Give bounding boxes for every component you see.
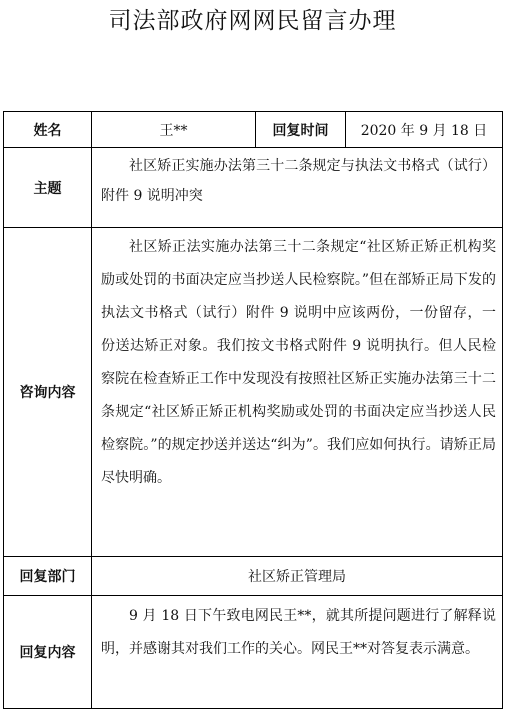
consult-value: 社区矫正法实施办法第三十二条规定“社区矫正矫正机构奖励或处罚的书面决定应当抄送人民检察院。”但在部矫正局下发的执法文书格式（试行）附件 9 说明中应该两份，一份留存，一份送达矫正对象。我们按文书格式附件 9 说明执行。但人民检察院在检查矫正工作中发现没有按照社区矫正实施办法第三十二条规定“社区矫正矫正机构奖励或处罚的书面决定应当抄送人民检察院。”的规定抄送并送达“纠为”。我们应如何执行。请矫正局尽快明确。 bbox=[92, 228, 503, 557]
reply-time-value: 2020 年 9 月 18 日 bbox=[346, 112, 503, 148]
reply-dept-value: 社区矫正管理局 bbox=[92, 557, 503, 596]
reply-content-value: 9 月 18 日下午致电网民王**，就其所提问题进行了解释说明，并感谢其对我们工作的关心。网民王**对答复表示满意。 bbox=[92, 596, 503, 709]
reply-time-label: 回复时间 bbox=[256, 112, 346, 148]
name-label: 姓名 bbox=[4, 112, 92, 148]
reply-dept-row bbox=[4, 557, 503, 596]
name-value: 王** bbox=[92, 112, 256, 148]
subject-value: 社区矫正实施办法第三十二条规定与执法文书格式（试行）附件 9 说明冲突 bbox=[92, 148, 503, 228]
subject-label: 主题 bbox=[4, 148, 92, 228]
consult-row bbox=[4, 228, 503, 557]
reply-content-label: 回复内容 bbox=[4, 596, 92, 709]
message-form-table bbox=[3, 111, 503, 709]
reply-content-row bbox=[4, 596, 503, 709]
page-title: 司法部政府网网民留言办理 bbox=[108, 8, 397, 34]
consult-label: 咨询内容 bbox=[4, 228, 92, 557]
subject-row bbox=[4, 148, 503, 228]
reply-dept-label: 回复部门 bbox=[4, 557, 92, 596]
header-row bbox=[4, 112, 503, 148]
